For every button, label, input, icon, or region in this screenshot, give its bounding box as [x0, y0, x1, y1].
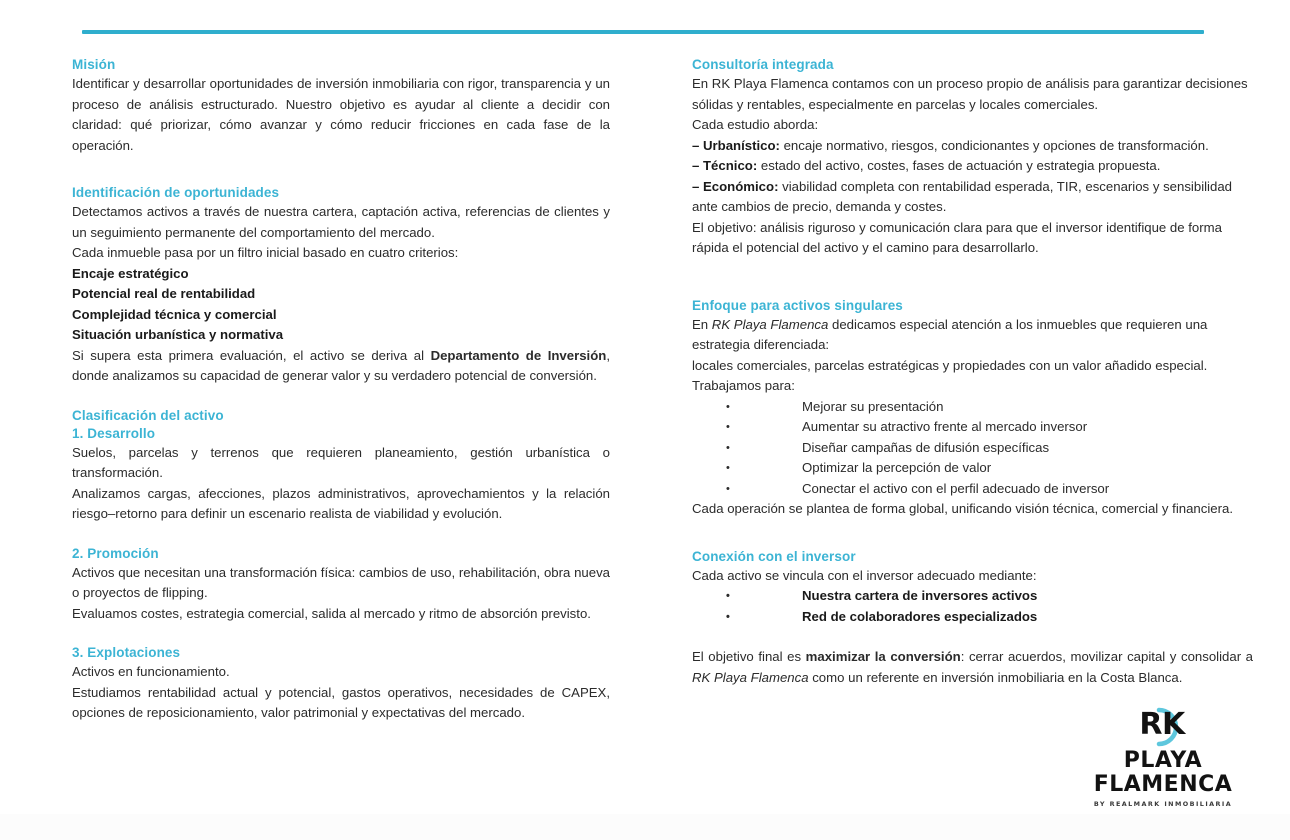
enfoque-paragraph-2: locales comerciales, parcelas estratégicas y propiedades con un valor añadido especial. [692, 357, 1208, 373]
left-column [72, 56, 610, 724]
section-enfoque [692, 297, 1253, 520]
final-mid: : cerrar acuerdos, movilizar capital y consolidar a [960, 649, 1253, 664]
list-item: • Aumentar su atractivo frente al mercado inversor [692, 417, 1253, 438]
right-column [692, 56, 1253, 688]
enfoque-intro-pre: En [692, 316, 712, 332]
logo-tagline: BY REALMARK INMOBILIARIA [1093, 800, 1233, 808]
spacer [692, 259, 1253, 287]
final-post: como un referente en inversión inmobiliaria en la Costa Blanca. [808, 669, 1183, 685]
spacer [72, 624, 610, 644]
logo-monogram-text: RK [1139, 707, 1185, 742]
conexion-final-statement [692, 647, 1253, 688]
subheading-desarrollo: 1. Desarrollo [72, 425, 156, 441]
dash-text-urbanistico: encaje normativo, riesgos, condicionantes y opciones de transformación. [779, 137, 1209, 153]
identificacion-closing [72, 346, 610, 387]
section-heading-identificacion: Identificación de oportunidades [72, 185, 280, 200]
section-clasificacion [72, 407, 610, 724]
section-heading-consultoria: Consultoría integrada [692, 57, 834, 72]
enfoque-bullet-list [692, 397, 1253, 500]
section-conexion [692, 548, 1253, 689]
conexion-intro: Cada activo se vincula con el inversor adecuado mediante: [692, 567, 1037, 583]
promocion-paragraph-2: Evaluamos costes, estrategia comercial, salida al mercado y ritmo de absorción previsto. [72, 605, 591, 621]
list-item: • Nuestra cartera de inversores activos [692, 586, 1253, 607]
desarrollo-paragraph-1: Suelos, parcelas y terrenos que requieren planeamiento, gestión urbanística o transformación. [72, 444, 610, 480]
criterion-item-2: Potencial real de rentabilidad [72, 286, 256, 301]
spacer [692, 287, 1253, 297]
company-logo [1077, 706, 1249, 810]
dash-label-economico: – Económico: [692, 178, 779, 194]
section-mision [72, 56, 610, 156]
final-pre: El objetivo final es [692, 649, 806, 664]
explotaciones-paragraph-2: Estudiamos rentabilidad actual y potencial, gastos operativos, necesidades de CAPEX, opciones de reposicionamiento, valor patrimonial y expectativas del mercado. [72, 684, 610, 720]
section-heading-enfoque: Enfoque para activos singulares [692, 297, 903, 313]
dash-label-urbanistico: – Urbanístico: [692, 137, 780, 153]
enfoque-intro-post: dedicamos especial atención a los inmuebles que requieren una estrategia diferenciada: [692, 316, 1208, 352]
mision-paragraph: Identificar y desarrollar oportunidades de inversión inmobiliaria con rigor, transparencia y un proceso de análisis estructurado. Nuestro objetivo es ayudar al cliente a decidir con claridad: qué priorizar, cómo avanzar y cómo reducir fricciones en cada fase de la operación. [72, 76, 610, 153]
enfoque-closing: Cada operación se plantea de forma global, unificando visión técnica, comercial y financiera. [692, 501, 1233, 516]
spacer [72, 525, 610, 545]
enfoque-intro [692, 315, 1253, 356]
consultoria-dash-economico [692, 177, 1253, 218]
section-heading-clasificacion: Clasificación del activo [72, 407, 224, 423]
list-item: • Optimizar la percepción de valor [692, 458, 1253, 479]
dash-text-tecnico: estado del activo, costes, fases de actuación y estrategia propuesta. [757, 158, 1161, 173]
conexion-bullet-list [692, 586, 1253, 627]
list-item: • Mejorar su presentación [692, 397, 1253, 418]
logo-line-flamenca: FLAMENCA [1093, 772, 1233, 797]
top-divider-line [82, 30, 1204, 34]
bottom-band [0, 814, 1290, 840]
section-heading-mision: Misión [72, 57, 116, 72]
spacer [692, 520, 1253, 548]
identificacion-closing-pre: Si supera esta primera evaluación, el activo se deriva al [72, 347, 431, 363]
identificacion-closing-post: , donde analizamos su capacidad de generar valor y su verdadero potencial de conversión. [72, 347, 611, 383]
identificacion-closing-bold: Departamento de Inversión [430, 347, 607, 363]
identificacion-paragraph-2: Cada inmueble pasa por un filtro inicial basado en cuatro criterios: [72, 245, 459, 260]
criterion-item-3: Complejidad técnica y comercial [72, 306, 277, 322]
dash-label-tecnico: – Técnico: [692, 158, 758, 173]
final-brand: RK Playa Flamenca [692, 669, 809, 685]
subheading-promocion: 2. Promoción [72, 545, 159, 561]
section-heading-conexion: Conexión con el inversor [692, 548, 856, 564]
section-identificacion [72, 184, 610, 387]
enfoque-paragraph-3: Trabajamos para: [692, 378, 795, 393]
logo-line-playa: PLAYA [1123, 748, 1203, 773]
list-item: • Conectar el activo con el perfil adecuado de inversor [692, 479, 1253, 500]
promocion-paragraph-1: Activos que necesitan una transformación física: cambios de uso, rehabilitación, obra nueva o proyectos de flipping. [72, 564, 610, 600]
spacer [692, 627, 1253, 647]
identificacion-paragraph-1: Detectamos activos a través de nuestra cartera, captación activa, referencias de clientes y un seguimiento permanente del comportamiento del mercado. [72, 204, 610, 240]
enfoque-intro-brand: RK Playa Flamenca [711, 316, 829, 332]
desarrollo-paragraph-2: Analizamos cargas, afecciones, plazos administrativos, aprovechamientos y la relación riesgo–retorno para definir un escenario realista de viabilidad y evolución. [72, 485, 610, 521]
top-divider-rule [82, 30, 1204, 34]
consultoria-dash-tecnico [692, 156, 1253, 177]
consultoria-paragraph-2: Cada estudio aborda: [692, 117, 819, 132]
list-item: • Red de colaboradores especializados [692, 607, 1253, 628]
consultoria-dash-urbanistico [692, 136, 1253, 157]
criterion-item-4: Situación urbanística y normativa [72, 327, 284, 342]
consultoria-paragraph-1: En RK Playa Flamenca contamos con un proceso propio de análisis para garantizar decisiones sólidas y rentables, especialmente en parcelas y locales comerciales. [692, 76, 1248, 112]
explotaciones-paragraph-1: Activos en funcionamiento. [72, 664, 230, 679]
section-consultoria [692, 56, 1253, 259]
spacer [72, 156, 610, 184]
logo-monogram-block [1077, 706, 1249, 748]
list-item: • Diseñar campañas de difusión específicas [692, 438, 1253, 459]
spacer [72, 387, 610, 407]
final-bold: maximizar la conversión [805, 649, 961, 664]
subheading-explotaciones: 3. Explotaciones [72, 645, 181, 660]
criterion-item-1: Encaje estratégico [72, 265, 189, 281]
dash-text-economico: viabilidad completa con rentabilidad esperada, TIR, escenarios y sensibilidad ante cambios de precio, demanda y costes. [692, 178, 1232, 214]
consultoria-closing: El objetivo: análisis riguroso y comunicación clara para que el inversor identifique de forma rápida el potencial del activo y el camino para desarrollarlo. [692, 219, 1222, 255]
